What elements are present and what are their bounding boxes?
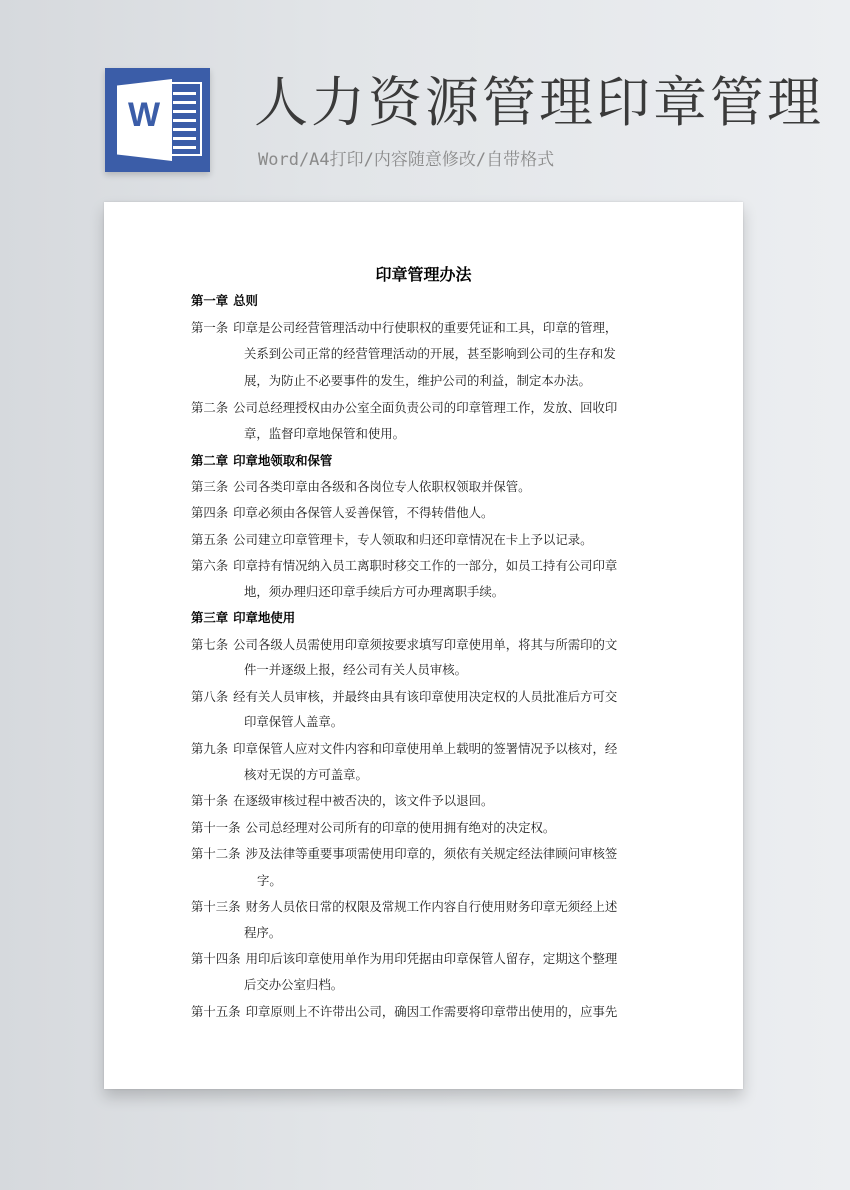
article-text: 印章是公司经营管理活动中行使职权的重要凭证和工具，印章的管理， [233,320,618,335]
article-text: 公司总经理对公司所有的印章的使用拥有绝对的决定权。 [245,820,556,835]
article-text: 后交办公室归档。 [244,977,344,992]
article-line [191,899,617,915]
article-label: 第四条 [191,505,229,520]
chapter-label: 第一章 [191,293,229,308]
chapter-heading [191,293,258,309]
article-continuation [244,426,405,442]
article-text: 展，为防止不必要事件的发生，维护公司的利益，制定本办法。 [244,373,591,388]
article-continuation [257,873,282,889]
document-page [104,202,743,1089]
article-label: 第七条 [191,637,229,652]
article-label: 第十五条 [191,1004,241,1019]
article-text: 用印后该印章使用单作为用印凭据由印章保管人留存，定期这个整理 [245,951,618,966]
article-line [191,951,617,967]
article-text: 地，须办理归还印章手续后方可办理离职手续。 [244,584,505,599]
article-text: 公司总经理授权由办公室全面负责公司的印章管理工作，发放、回收印 [233,400,618,415]
chapter-heading [191,610,295,626]
article-line [191,558,617,574]
article-line [191,400,617,416]
article-text: 印章原则上不许带出公司，确因工作需要将印章带出使用的，应事先 [245,1004,618,1019]
article-label: 第九条 [191,741,229,756]
document-lines-icon [169,82,202,156]
article-text: 程序。 [244,925,282,940]
article-line [191,741,617,757]
article-text: 公司各类印章由各级和各岗位专人依职权领取并保管。 [233,479,531,494]
chapter-label: 第二章 [191,453,229,468]
article-label: 第六条 [191,558,229,573]
article-text: 经有关人员审核，并最终由具有该印章使用决定权的人员批准后方可交 [233,689,618,704]
article-label: 第一条 [191,320,229,335]
article-text: 公司建立印章管理卡，专人领取和归还印章情况在卡上予以记录。 [233,532,593,547]
article-label: 第十四条 [191,951,241,966]
article-label: 第十条 [191,793,229,808]
article-text: 财务人员依日常的权限及常规工作内容自行使用财务印章无须经上述 [245,899,618,914]
article-line [191,793,493,809]
article-text: 章，监督印章地保管和使用。 [244,426,406,441]
article-text: 公司各级人员需使用印章须按要求填写印章使用单，将其与所需印的文 [233,637,618,652]
banner-subtitle: Word/A4打印/内容随意修改/自带格式 [258,150,555,170]
article-continuation [244,767,368,783]
article-text: 关系到公司正常的经营管理活动的开展，甚至影响到公司的生存和发 [244,346,616,361]
article-line [191,820,555,836]
w-letter: W [127,96,161,134]
article-text: 在逐级审核过程中被否决的，该文件予以退回。 [233,793,494,808]
article-line [191,689,617,705]
article-line [191,1004,617,1020]
article-line [191,479,531,495]
article-line [191,505,493,521]
article-continuation [244,346,616,362]
chapter-label: 第三章 [191,610,229,625]
article-continuation [244,977,343,993]
chapter-heading [191,453,332,469]
article-continuation [244,714,343,730]
article-label: 第八条 [191,689,229,704]
chapter-title: 总则 [233,293,258,308]
article-line [191,846,617,862]
article-label: 第二条 [191,400,229,415]
article-continuation [244,662,467,678]
article-line [191,320,617,336]
chapter-title: 印章地使用 [233,610,296,625]
article-continuation [244,925,281,941]
article-continuation [244,584,504,600]
article-label: 第十三条 [191,899,241,914]
article-label: 第三条 [191,479,229,494]
article-text: 字。 [257,873,282,888]
article-text: 印章必须由各保管人妥善保管，不得转借他人。 [233,505,494,520]
article-text: 印章保管人应对文件内容和印章使用单上载明的签署情况予以核对，经 [233,741,618,756]
article-text: 印章保管人盖章。 [244,714,344,729]
chapter-title: 印章地领取和保管 [233,453,333,468]
article-label: 第五条 [191,532,229,547]
word-icon [105,68,210,172]
article-line [191,637,617,653]
article-text: 涉及法律等重要事项需使用印章的，须依有关规定经法律顾问审核签 [245,846,618,861]
article-text: 件一并逐级上报，经公司有关人员审核。 [244,662,468,677]
article-label: 第十一条 [191,820,241,835]
banner-title: 人力资源管理印章管理 [254,71,824,134]
document-title: 印章管理办法 [375,265,472,284]
article-line [191,532,593,548]
article-label: 第十二条 [191,846,241,861]
article-text: 核对无误的方可盖章。 [244,767,368,782]
article-continuation [244,373,591,389]
article-text: 印章持有情况纳入员工离职时移交工作的一部分，如员工持有公司印章 [233,558,618,573]
